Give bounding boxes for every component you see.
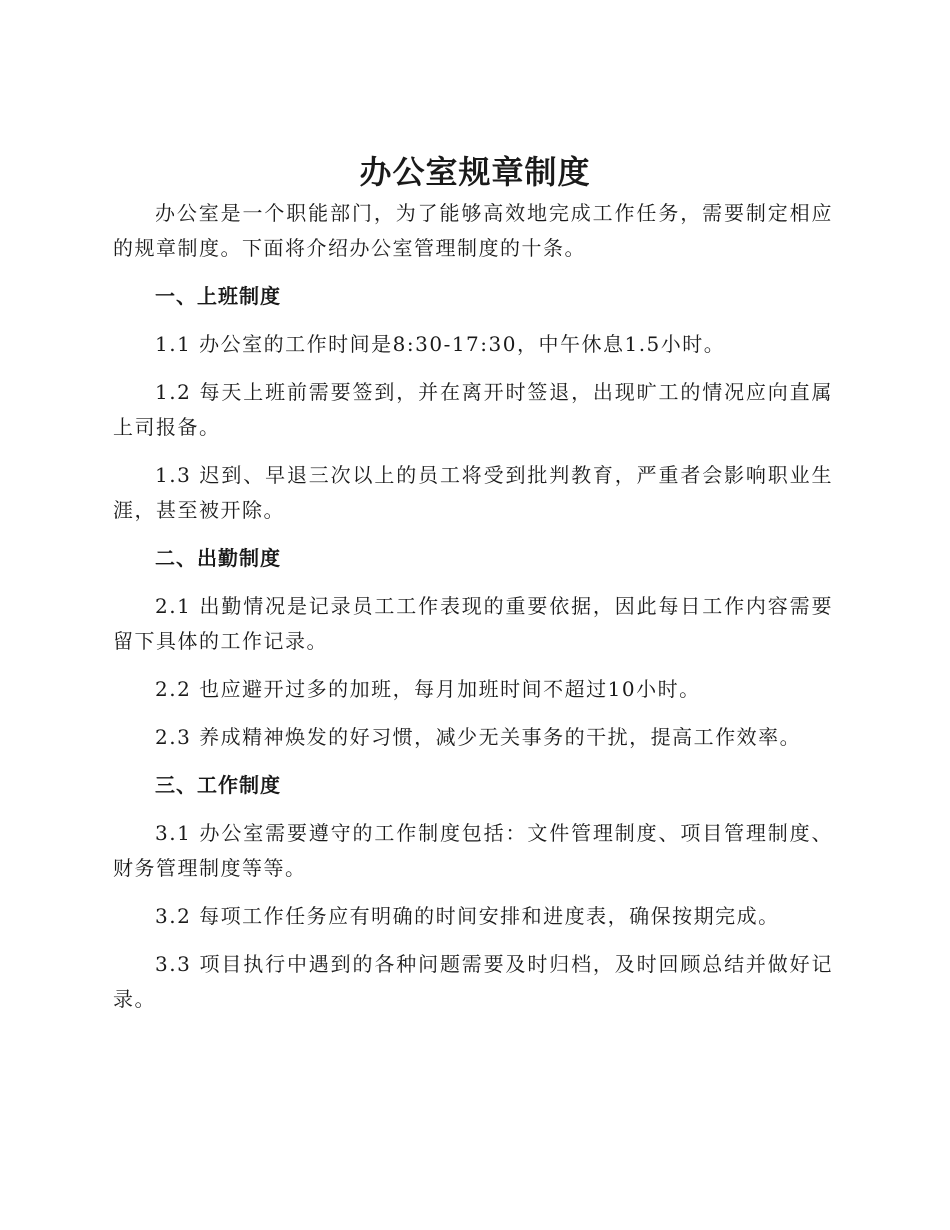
document-body	[113, 196, 833, 1030]
intro-paragraph: 办公室是一个职能部门，为了能够高效地完成工作任务，需要制定相应的规章制度。下面将介绍办公室管理制度的十条。	[113, 201, 833, 260]
section-heading-attendance: 二、出勤制度	[155, 546, 281, 570]
clause-1-1: 1.1 办公室的工作时间是8:30-17:30，中午休息1.5小时。	[155, 332, 726, 356]
clause-1-3: 1.3 迟到、早退三次以上的员工将受到批判教育，严重者会影响职业生涯，甚至被开除。	[113, 463, 833, 522]
section-heading-work-hours: 一、上班制度	[155, 284, 281, 308]
document-title: 办公室规章制度	[359, 153, 591, 191]
clause-3-2: 3.2 每项工作任务应有明确的时间安排和进度表，确保按期完成。	[155, 904, 780, 928]
clause-2-2: 2.2 也应避开过多的加班，每月加班时间不超过10小时。	[155, 677, 701, 701]
clause-1-2: 1.2 每天上班前需要签到，并在离开时签退，出现旷工的情况应向直属上司报备。	[113, 380, 833, 439]
section-heading-work-rules: 三、工作制度	[155, 773, 281, 797]
clause-3-1: 3.1 办公室需要遵守的工作制度包括：文件管理制度、项目管理制度、财务管理制度等等。	[113, 821, 833, 880]
clause-3-3: 3.3 项目执行中遇到的各种问题需要及时归档，及时回顾总结并做好记录。	[113, 952, 833, 1011]
clause-2-1: 2.1 出勤情况是记录员工工作表现的重要依据，因此每日工作内容需要留下具体的工作记录。	[113, 594, 833, 653]
clause-2-3: 2.3 养成精神焕发的好习惯，减少无关事务的干扰，提高工作效率。	[155, 725, 802, 749]
